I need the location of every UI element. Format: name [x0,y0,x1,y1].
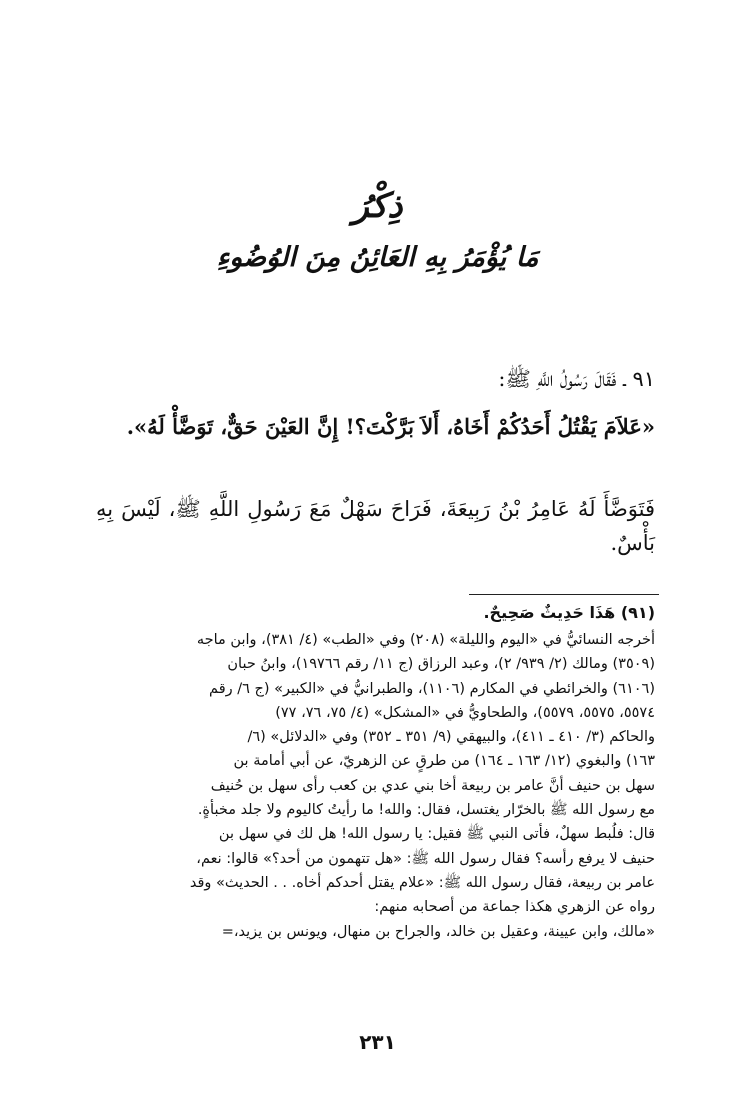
hadith-text: «عَلاَمَ يَقْتُلُ أَحَدُكُمْ أَخَاهُ، أَلاَ بَرَّكْتَ؟! إِنَّ العَيْنَ حَقٌّ، تَوَضَّأْ لَهُ». [126,414,655,439]
footnote-line: قال: فلُبط سهلٌ، فأتى النبي ﷺ فقيل: يا رسول الله! هل لك في سهل بن [218,826,655,843]
footnote-title: (٩١) هَذَا حَدِيثٌ صَحِيحٌ. [483,603,655,622]
footnote-line: سهل بن حنيف أنَّ عامر بن ربيعة أخا بني عدي بن كعب رأى سهل بن حُنيف [210,777,655,794]
footnote-line: رواه عن الزهري هكذا جماعة من أصحابه منهم: [374,899,655,916]
footnote-line: «مالك، وابن عيينة، وعقيل بن خالد، والجراح بن منهال، ويونس بن يزيد،= [221,923,655,940]
footnote-line: والحاكم (٣/ ٤١٠ ـ ٤١١)، والبيهقي (٩/ ٣٥١ ـ ٣٥٢) وفي «الدلائل» (٦/ [247,729,655,746]
footnote-line: (٦١٠٦) والخرائطي في المكارم (١١٠٦)، والطبرانيُّ في «الكبير» (ج ٦/ رقم [209,680,655,697]
footnote-line: أخرجه النسائيُّ في «اليوم والليلة» (٢٠٨) وفي «الطب» (٤/ ٣٨١)، وابن ماجه [196,632,655,648]
footnote-line: ٥٥٧٤، ٥٥٧٥، ٥٥٧٩)، والطحاويُّ في «المشكل» (٤/ ٧٥، ٧٦، ٧٧) [275,704,655,721]
footnote-divider [469,594,659,595]
section-subtitle: مَا يُؤْمَرُ بِهِ العَائِنُ مِنَ الوُضُوءِ [216,242,539,273]
section-title: ذِكْرُ [352,186,403,226]
footnote-line: (٣٥٠٩) ومالك (٢/ ٩٣٩/ ٢)، وعبد الرزاق (ج ١١/ رقم ١٩٧٦٦)، وابنُ حبان [227,656,655,673]
footnote-body [96,628,655,944]
footnote-line: حنيف لا يرفع رأسه؟ فقال رسول الله ﷺ: «هل تتهمون من أحد؟» قالوا: نعم، [196,850,655,867]
footnote-line: ١٦٣) والبغوي (١٢/ ١٦٣ ـ ١٦٤) من طرقٍ عن الزهريّ، عن أبي أمامة بن [233,753,655,770]
footnote-line: مع رسول الله ﷺ بالخرّار يغتسل، فقال: والله! ما رأيتُ كاليوم ولا جلد مخبأةٍ. [197,802,655,819]
footnote-line: عامر بن ربيعة، فقال رسول الله ﷺ: «علام يقتل أحدكم أخاه. . . الحديث» وقد [189,874,655,891]
narration-text: فَتَوَضَّأَ لَهُ عَامِرُ بْنُ رَبِيعَةَ، فَرَاحَ سَهْلٌ مَعَ رَسُولِ اللَّهِ ﷺ، لَيْسَ بِهِ بَأْسٌ. [96,497,655,555]
hadith-intro: ٩١ ـ فَقَالَ رَسُولُ اللَّهِ ﷺ: [498,367,655,391]
page-number: ٢٣١ [359,1030,396,1054]
